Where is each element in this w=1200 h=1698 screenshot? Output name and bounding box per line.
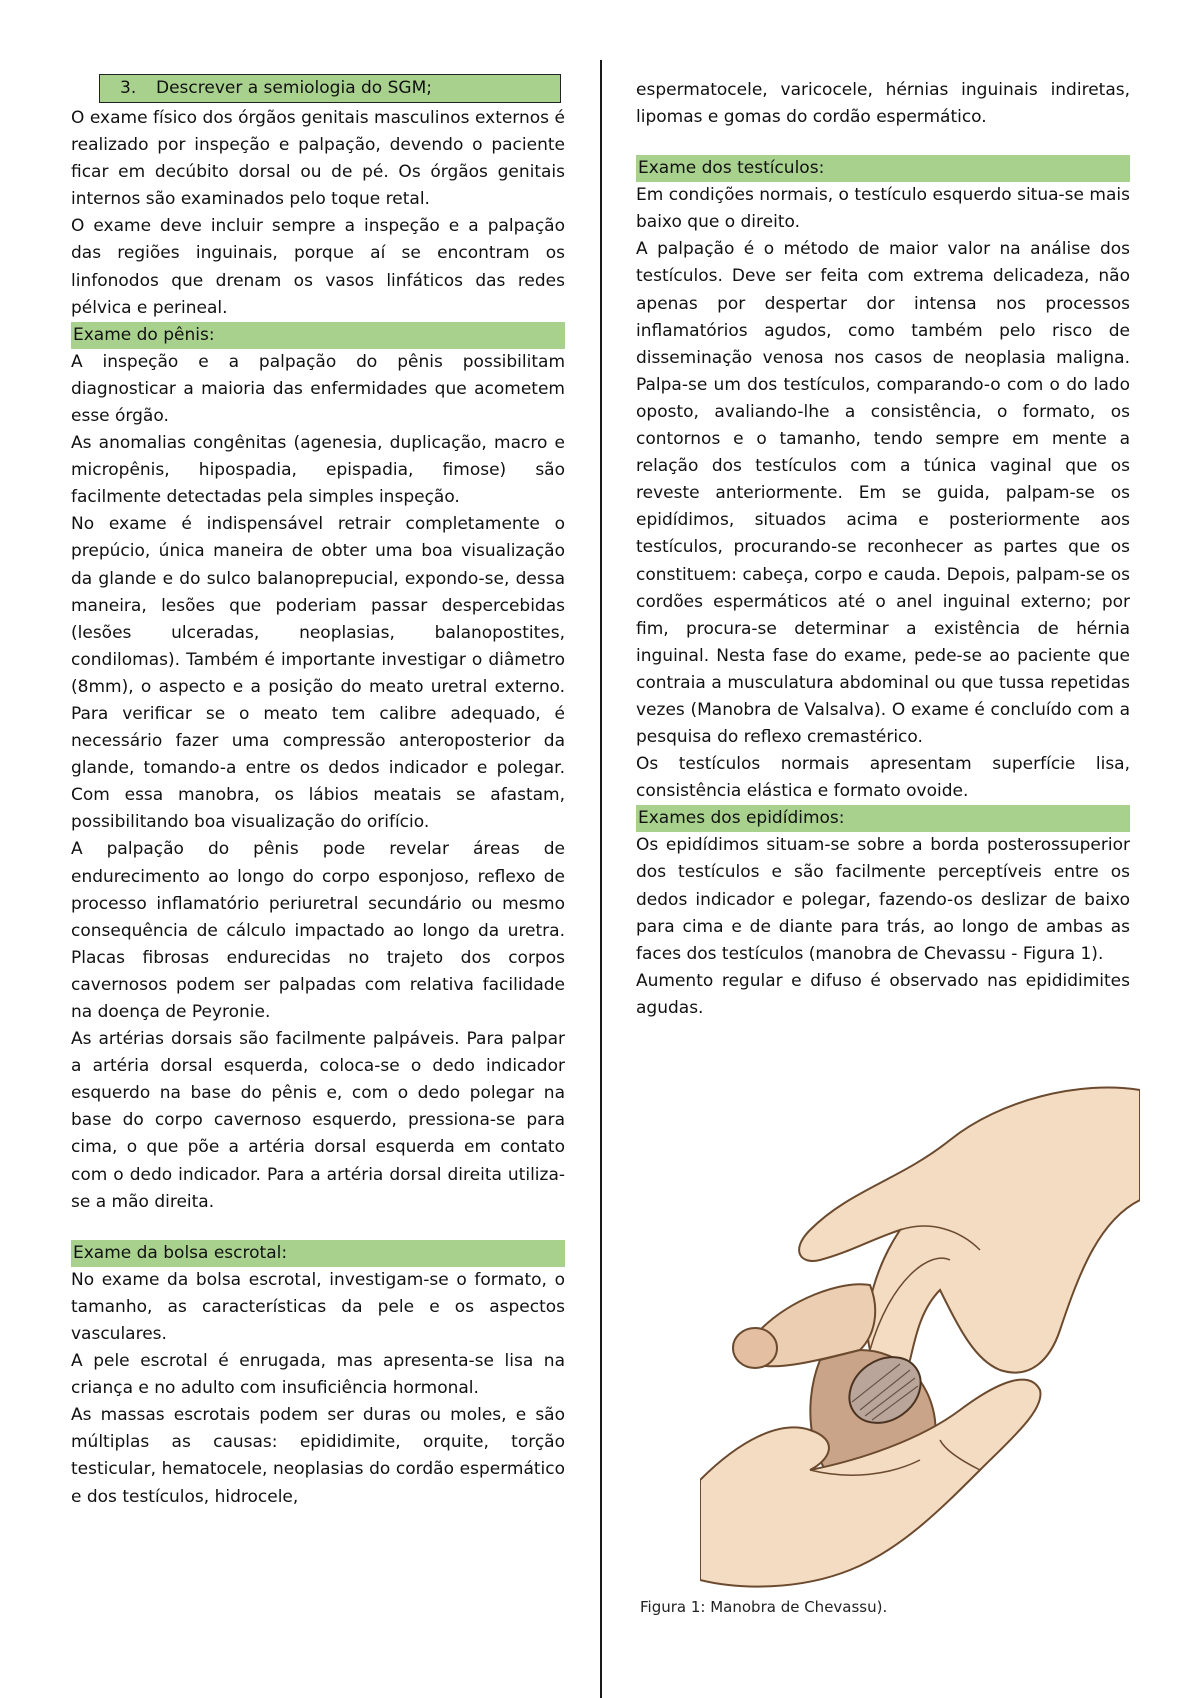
testicles-paragraph-1: Em condições normais, o testículo esquerdo situa-se mais baixo que o direito. <box>636 185 1130 233</box>
scrotum-paragraph-2: A pele escrotal é enrugada, mas apresenta-se lisa na criança e no adulto com insuficiência hormonal. <box>71 1351 565 1399</box>
scrotum-paragraph-1: No exame da bolsa escrotal, investigam-se o formato, o tamanho, as características da pele e os aspectos vasculares. <box>71 1269 565 1344</box>
epididymis-paragraph-1: Os epidídimos situam-se sobre a borda posterossuperior dos testículos e são facilmente perceptíveis entre os dedos indicador e polegar, fazendo-os deslizar de baixo para cima e de diante para trás, ao longo de ambas as faces dos testículos (manobra de Chevassu - Figura 1). <box>636 835 1130 964</box>
penis-paragraph-2: As anomalias congênitas (agenesia, duplicação, macro e micropênis, hipospadia, epispadia, fimose) são facilmente detectadas pela simples inspeção. <box>71 433 565 508</box>
column-divider <box>600 60 602 1698</box>
hands-illustration-svg <box>700 1080 1140 1600</box>
penis-paragraph-4: A palpação do pênis pode revelar áreas de endurecimento ao longo do corpo esponjoso, reflexo de processo inflamatório periuretral secundário ou mesmo consequência de cálculo impactado ao longo da uretra. Placas fibrosas endurecidas no trajeto dos corpos cavernosos podem ser palpadas com relativa facilidade na doença de Peyronie. <box>71 839 565 1022</box>
chevassu-illustration <box>700 1080 1140 1600</box>
glans <box>733 1328 777 1368</box>
heading-number: 3. <box>120 78 137 98</box>
heading-text: Descrever a semiologia do SGM; <box>156 78 432 98</box>
testicles-heading: Exame dos testículos: <box>636 155 1130 182</box>
section-heading-3 <box>99 74 561 103</box>
epididymis-paragraph-2: Aumento regular e difuso é observado nas epididimites agudas. <box>636 970 1130 1018</box>
penis-paragraph-5: As artérias dorsais são facilmente palpáveis. Para palpar a artéria dorsal esquerda, coloca-se o dedo indicador esquerdo na base do pênis e, com o dedo polegar na base do corpo cavernoso esquerdo, pressiona-se para cima, o que põe a artéria dorsal esquerda em contato com o dedo indicador. Para a artéria dorsal direita utiliza-se a mão direita. <box>71 1029 565 1212</box>
penis-paragraph-3: No exame é indispensável retrair completamente o prepúcio, única maneira de obter uma boa visualização da glande e do sulco balanoprepucial, expondo-se, dessa maneira, lesões que poderiam passar despercebidas (lesões ulceradas, neoplasias, balanopostites, condilomas). Também é importante investigar o diâmetro (8mm), o aspecto e a posição do meato uretral externo. Para verificar se o meato tem calibre adequado, é necessário fazer uma compressão anteroposterior da glande, tomando-a entre os dedos indicador e polegar. Com essa manobra, os lábios meatais se afastam, possibilitando boa visualização do orifício. <box>71 514 565 833</box>
testicles-paragraph-2: A palpação é o método de maior valor na análise dos testículos. Deve ser feita com extrema delicadeza, não apenas por despertar dor intensa nos processos inflamatórios agudos, como também pelo risco de disseminação venosa nos casos de neoplasia maligna. Palpa-se um dos testículos, comparando-o com o do lado oposto, avaliando-lhe a consistência, o formato, os contornos e o tamanho, tendo sempre em mente a relação dos testículos com a túnica vaginal que os reveste anteriormente. Em se guida, palpam-se os epidídimos, situados acima e posteriormente aos testículos, procurando-se reconhecer as partes que os constituem: cabeça, corpo e cauda. Depois, palpam-se os cordões espermáticos até o anel inguinal externo; por fim, procura-se determinar a existência de hérnia inguinal. Nesta fase do exame, pede-se ao paciente que contraia a musculatura abdominal ou que tussa repetidas vezes (Manobra de Valsalva). O exame é concluído com a pesquisa do reflexo cremastérico. <box>636 239 1130 748</box>
scrotum-heading: Exame da bolsa escrotal: <box>71 1240 565 1267</box>
continuation-paragraph: espermatocele, varicocele, hérnias inguinais indiretas, lipomas e gomas do cordão espermático. <box>636 80 1130 128</box>
figure-caption: Figura 1: Manobra de Chevassu). <box>640 1598 888 1616</box>
epididymis-heading: Exames dos epidídimos: <box>636 805 1130 832</box>
left-column <box>71 74 565 1511</box>
penis-heading: Exame do pênis: <box>71 322 565 349</box>
scrotum-paragraph-3: As massas escrotais podem ser duras ou moles, e são múltiplas as causas: epididimite, orquite, torção testicular, hematocele, neoplasias do cordão espermático e dos testículos, hidrocele, <box>71 1405 565 1507</box>
penis-paragraph-1: A inspeção e a palpação do pênis possibilitam diagnosticar a maioria das enfermidades que acometem esse órgão. <box>71 351 565 426</box>
testicles-paragraph-3: Os testículos normais apresentam superfície lisa, consistência elástica e formato ovoide. <box>636 754 1130 802</box>
intro-paragraph-1: O exame físico dos órgãos genitais masculinos externos é realizado por inspeção e palpação, devendo o paciente ficar em decúbito dorsal ou de pé. Os órgãos genitais internos são examinados pelo toque retal. <box>71 108 565 210</box>
intro-paragraph-2: O exame deve incluir sempre a inspeção e a palpação das regiões inguinais, porque aí se encontram os linfonodos que drenam os vasos linfáticos das redes pélvica e perineal. <box>71 216 565 318</box>
right-column <box>636 77 1130 1022</box>
